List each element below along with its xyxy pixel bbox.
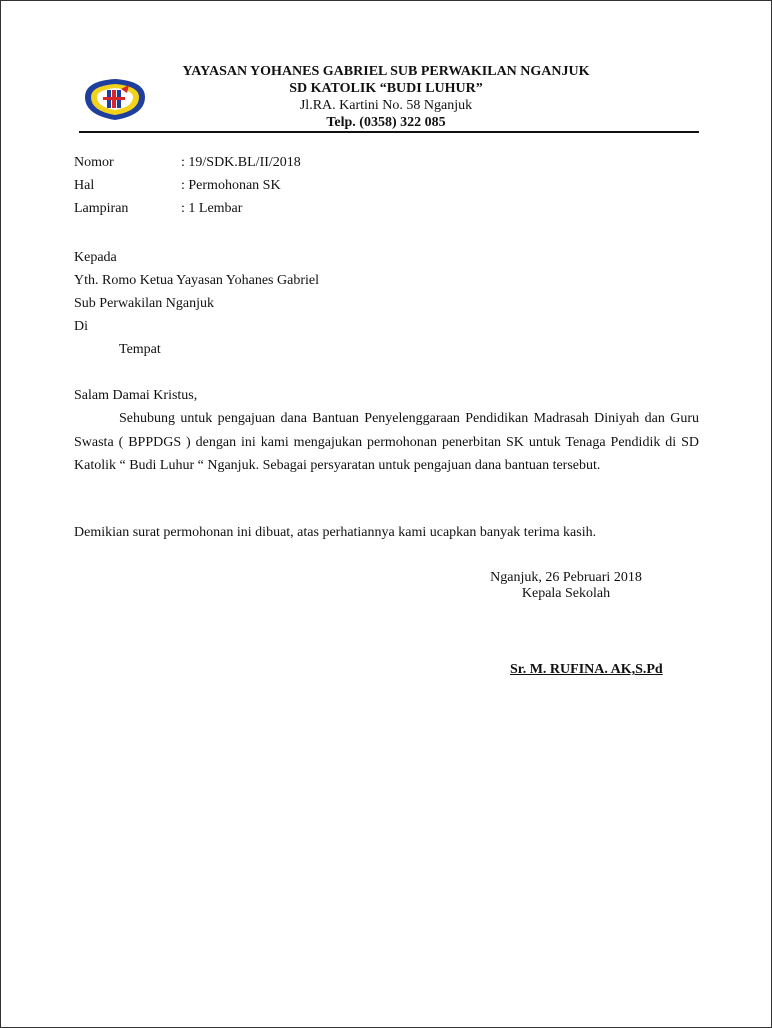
letter-body: Sehubung untuk pengajuan dana Bantuan Penyelenggaraan Pendidikan Madrasah Diniyah dan Guru Swasta ( BPPDGS ) dengan ini kami mengajukan permohonan penerbitan SK untuk Tenaga Pendidik di SD Katolik “ Budi Luhur “ Nganjuk. Sebagai persyaratan untuk pengajuan dana bantuan tersebut. (74, 411, 699, 473)
letterhead-divider (79, 131, 699, 133)
school-address: Jl.RA. Kartini No. 58 Nganjuk (299, 98, 473, 113)
recipient-branch: Sub Perwakilan Nganjuk (74, 296, 214, 311)
signer-name: Sr. M. RUFINA. AK,S.Pd (510, 662, 663, 677)
hal-label: Hal (74, 178, 95, 193)
nomor-label: Nomor (74, 155, 114, 170)
recipient-di: Di (74, 319, 88, 334)
closing-sentence: Demikian surat permohonan ini dibuat, atas perhatiannya kami ucapkan banyak terima kasih. (74, 525, 597, 540)
greeting: Salam Damai Kristus, (74, 388, 198, 403)
nomor-value: : 19/SDK.BL/II/2018 (181, 155, 301, 170)
lampiran-value: : 1 Lembar (181, 201, 243, 216)
foundation-name: YAYASAN YOHANES GABRIEL SUB PERWAKILAN NGANJUK (182, 64, 590, 79)
signature-block (461, 570, 671, 602)
lampiran-label: Lampiran (74, 201, 129, 216)
recipient-name: Yth. Romo Ketua Yayasan Yohanes Gabriel (74, 273, 319, 288)
school-phone: Telp. (0358) 322 085 (326, 115, 446, 130)
school-logo-icon (81, 75, 149, 123)
school-name: SD KATOLIK “BUDI LUHUR” (289, 81, 483, 96)
recipient-tempat: Tempat (119, 342, 161, 357)
recipient-kepada: Kepada (74, 250, 117, 265)
recipient-block (74, 246, 319, 361)
hal-value: : Permohonan SK (181, 178, 281, 193)
letterhead (151, 63, 621, 131)
place-date: Nganjuk, 26 Pebruari 2018 (490, 570, 642, 585)
signer-position: Kepala Sekolah (521, 586, 611, 601)
